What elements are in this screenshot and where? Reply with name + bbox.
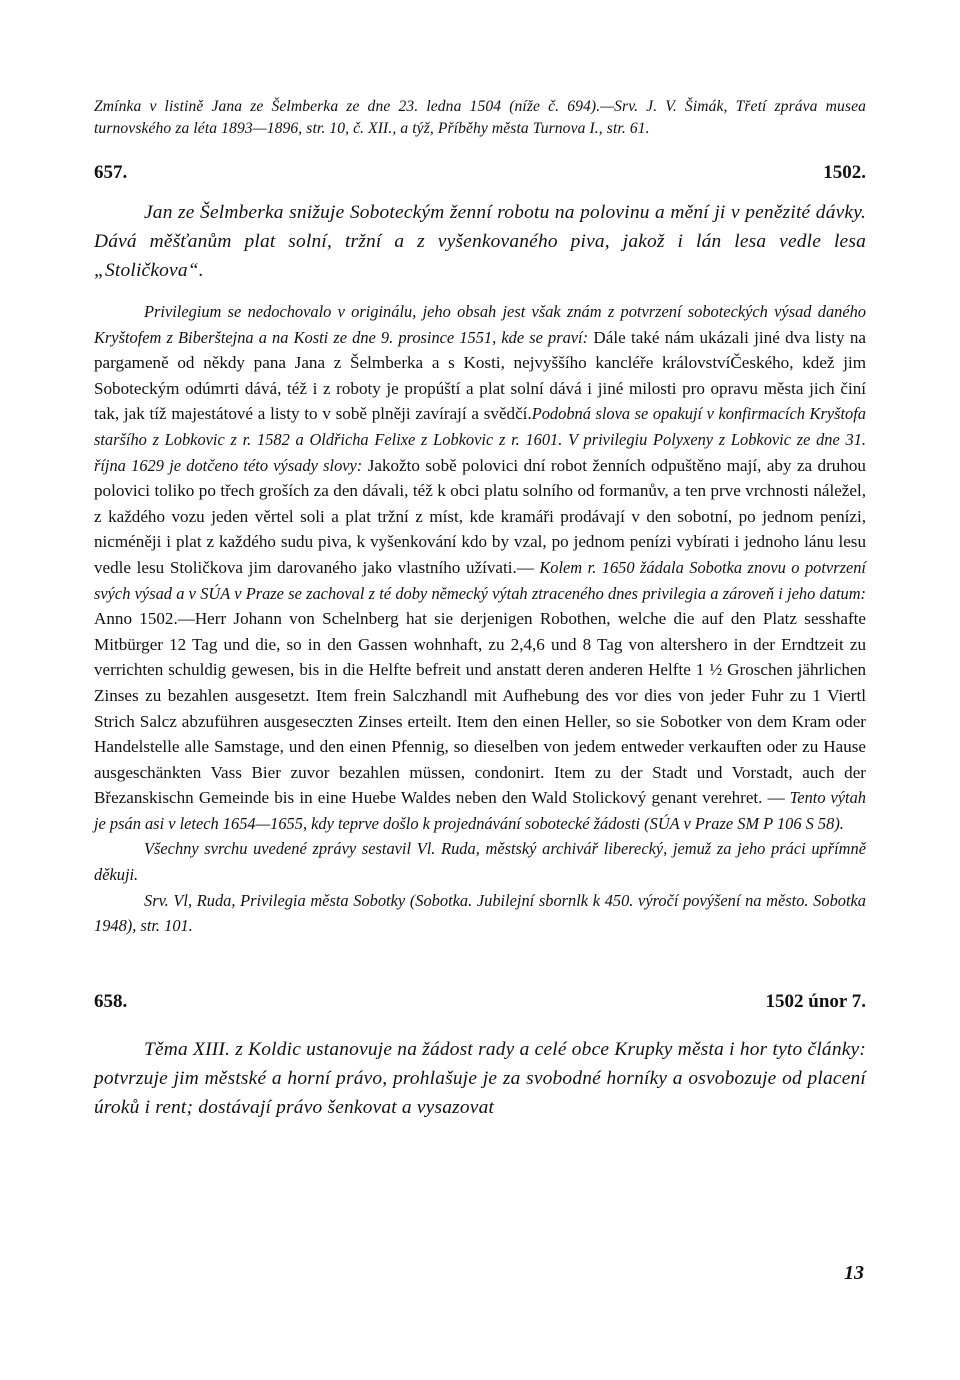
german-extract: Anno 1502.—Herr Johann von Schelnberg hat sie derjenigen Robothen, welche die auf den Platz sesshafte Mitbürger 12 Tag und die, so in den Gassen wohnhaft, zu 2,4,6 und 8 Tag von altershero in der Erndtzeit zu verrichten schuldig gewesen, bis in die Helfte befreit und anstatt deren anderen Helfte 1 ½ Groschen jährlichen Zinses zu bezahlen ausgesetzt. Item frein Salczhandl mit Aufhebung des vor dies von jeder Fuhr zu 1 Viertl Strich Salcz abzuführen ausgeseczten Zinses erteilt. Item den einen Heller, so sie Sobotker von dem Kram oder Handelstelle alle Samstage, und den einen Pfennig, so dieselben von jedem entweder verkauften oder zu Hause ausgeschänkten Vass Bier zuvor bezahlen müssen, condonirt. Item zu der Stadt und Vorstadt, auch der Březanskischn Gemeinde bis in eine Huebe Waldes neben den Wald Stolickový genant verehret. — bbox=[94, 609, 866, 808]
thanks-paragraph bbox=[94, 836, 866, 887]
entry-657-main-paragraph bbox=[94, 299, 866, 836]
tento-italic: Tento výtah je psán asi v letech 1654—1655, kdy teprve došlo k projednávání sobotecké žádosti (SÚA v Praze SM P 106 S 58). bbox=[94, 788, 866, 833]
entry-658-title: Těma XIII. z Koldic ustanovuje na žádost rady a celé obce Krupky města i hor tyto články: potvrzuje jim městské a horní právo, prohlašuje je za svobodné horníky a osvobozuje od placení úroků i rent; dostávají právo šenkovat a vysazovat bbox=[94, 1038, 866, 1118]
srv-italic: Srv. Vl, Ruda, Privilegia města Sobotky (Sobotka. Jubilejní sbornlk k 450. výročí povýšení na město. Sobotka 1948), str. 101. bbox=[94, 890, 866, 936]
top-note: Zmínka v listině Jana ze Šelmberka ze dne 23. ledna 1504 (níže č. 694).—Srv. J. V. Šimák, Třetí zpráva musea turnovského za léta 1893—1896, str. 10, č. XII., a týž, Příběhy města Turnova I., str. 61. bbox=[94, 98, 866, 137]
confirm-italic: Podobná slova se opakují v konfirmacích Kryštofa staršího z Lobkovic z r. 1582 a Oldřicha Felixe z Lobkovic z r. 1601. V privilegiu Polyxeny z Lobkovic ze dne 31. října 1629 je dotčeno této výsady slovy: bbox=[94, 404, 866, 475]
entry-657-title: Jan ze Šelmberka snižuje Soboteckým ženní robotu na polovinu a mění ji v penězité dávky. Dává měšťanům plat solní, tržní a z vyšenkovaného piva, jakož i lán lesa vedle lesa „Stoličkova“. bbox=[94, 202, 866, 281]
entry-657-date: 1502. bbox=[823, 162, 866, 183]
quote-1551: Dále také nám ukázali jiné dva listy na pargameně od někdy pana Jana z Šelmberka a s Kosti, nejvyššího kancléře královstvíČeského, kdež jim Soboteckým odúmrti dává, též i z roboty je propúští a plat solní dává i jiné milosti pro opravu města jich činí tak, jak tíž majestátové a listy to v sobě plněji zavírají a svědčí. bbox=[94, 327, 866, 424]
entry-657-header bbox=[94, 162, 866, 184]
kolem-italic: Kolem r. 1650 žádala Sobotka znovu o potvrzení svých výsad a v SÚA v Praze se zachoval z té doby německý výtah ztraceného dnes privilegia a zároveň i jeho datum: bbox=[94, 557, 866, 603]
document-page bbox=[94, 96, 866, 1122]
srv-paragraph bbox=[94, 888, 866, 939]
thanks-italic: Všechny svrchu uvedené zprávy sestavil Vl. Ruda, městský archivář liberecký, jemuž za jeho práci upřímně děkuji. bbox=[94, 839, 866, 885]
page-number: 13 bbox=[844, 1262, 864, 1284]
entry-657-number: 657. bbox=[94, 162, 128, 183]
intro-italic: Privilegium se nedochovalo v originálu, jeho obsah jest však znám z potvrzení soboteckých výsad daného Kryštofem z Biberštejna a na Kosti ze dne 9. prosince 1551, kde se praví: bbox=[94, 302, 866, 347]
entry-658-header bbox=[94, 991, 866, 1013]
entry-658-date: 1502 únor 7. bbox=[765, 990, 866, 1012]
entry-658-number: 658. bbox=[94, 990, 128, 1012]
quote-1629: Jakožto sobě polovici dní robot ženních odpuštěno mají, aby za druhou polovici toliko po třech groších za den dávali, též k obci platu solního od formanův, a ten prve vrchnosti náležel, z každého vozu jeden věrtel soli a plat tržní z míst, kde kramáři prodávají v den sobotní, po jednom penízi, nicméněji i plat z každého sudu piva, k vyšenkování kdo by vzal, po jednom penízi vybírati i jednoho lánu lesu vedle lesu Stoličkova jim darovaného jako vlastního užívati.— bbox=[94, 455, 866, 577]
entry-657-body bbox=[94, 299, 866, 939]
